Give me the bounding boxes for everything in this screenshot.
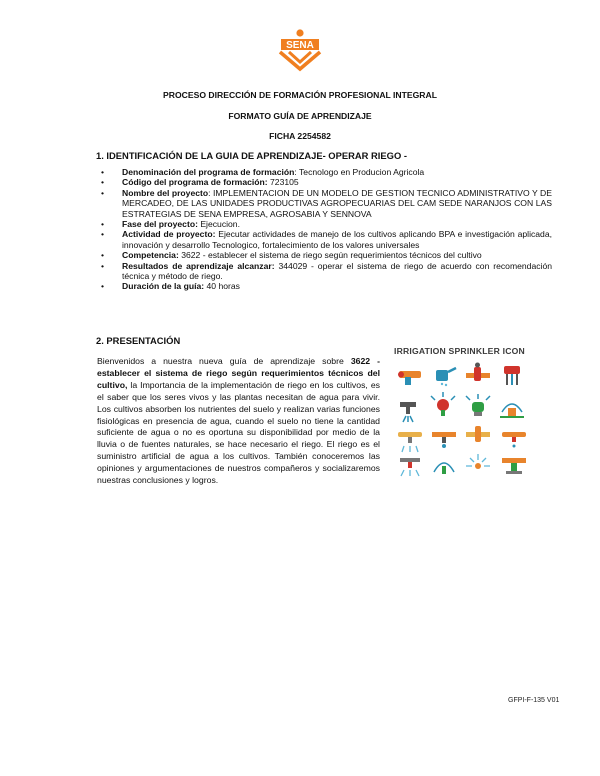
list-item (100, 177, 552, 187)
logo-text: SENA (286, 40, 314, 52)
list-item (100, 261, 552, 282)
header-process: PROCESO DIRECCIÓN DE FORMACIÓN PROFESIONAL INTEGRAL (163, 90, 437, 100)
header-format: FORMATO GUÍA DE APRENDIZAJE (228, 111, 372, 121)
item-label: Duración de la guía: (122, 281, 205, 292)
footer-code: GFPI-F-135 V01 (508, 697, 560, 704)
item-value: Ejecutar actividades de manejo de los cultivos aplicando BPA e investigación aplicada, innovación y desarrollo Tecnologico, fortalecimiento de los valores universales (122, 229, 553, 250)
list-item: • Denominación del programa de formación: Tecnologo en Producion Agricola (100, 167, 552, 177)
sprinkler-icons-grid (390, 340, 540, 490)
item-value: Ejecucion. (200, 219, 240, 230)
tap-icon (400, 402, 416, 422)
watering-can-icon (436, 368, 456, 386)
header-ficha: FICHA 2254582 (269, 131, 331, 141)
item-label: Nombre del proyecto (122, 187, 209, 198)
competence-highlight: 3622 - establecer el sistema de riego según requerimientos técnicos del cultivo, (97, 356, 381, 390)
section2-title: 2. PRESENTACIÓN (96, 335, 181, 346)
list-item (100, 229, 552, 250)
radial-sprinkler-icon (466, 454, 490, 469)
illustration-title: IRRIGATION SPRINKLER ICON (394, 346, 525, 356)
ceiling-sprinkler-icon (398, 432, 422, 452)
item-value: Tecnologo en Producion Agricola (299, 167, 425, 177)
rotor-sprinkler-icon (466, 394, 490, 416)
list-item: • Nombre del proyecto: IMPLEMENTACION DE UN MODELO DE GESTION TECNICO ADMINISTRATIVO Y DE MERCADEO, DE LAS UNIDADES PRODUCTIVAS AGROPECUARIAS DEL CAM SEDE NARANJOS CON LAS ESTRATEGIAS DE SENA EMPRESA, AGROSABIA Y SENNOVA (100, 188, 552, 219)
list-item (100, 250, 552, 260)
pipe-valve-icon (466, 363, 490, 382)
list-item (100, 281, 552, 291)
item-value: 3622 - establecer el sistema de riego según requerimientos técnicos del cultivo (181, 250, 482, 261)
pipe-junction-icon (466, 426, 490, 442)
spray-nozzle-icon (431, 392, 455, 416)
pipe-sprinkler-icon (432, 432, 456, 448)
item-label: Competencia: (122, 250, 179, 261)
section1-title: 1. IDENTIFICACIÓN DE LA GUIA DE APRENDIZAJE- OPERAR RIEGO - (96, 150, 407, 161)
item-label: Fase del proyecto: (122, 219, 198, 230)
hose-nozzle-icon (398, 371, 421, 385)
mist-sprinkler-icon (400, 458, 420, 476)
pop-up-sprinkler-icon (502, 458, 526, 474)
sena-logo (277, 28, 323, 72)
item-value: 723105 (270, 177, 299, 188)
identification-list (100, 167, 552, 292)
irrigation-sprinkler-illustration (390, 340, 540, 490)
umbrella-spray-icon (434, 463, 454, 474)
item-label: Código del programa de formación: (122, 177, 268, 188)
item-label: Resultados de aprendizaje alcanzar: (122, 260, 275, 271)
item-label: Denominación del programa de formación (122, 167, 295, 177)
drip-line-icon (502, 432, 526, 448)
list-item (100, 219, 552, 229)
item-value: 344029 - operar el sistema de riego de acuerdo con recomendación técnica y método de riego. (122, 260, 553, 282)
presentation-paragraph: Bienvenidos a nuestra nueva guía de aprendizaje sobre 3622 - establecer el sistema de riego según requerimientos técnicos del cultivo, la Importancia de la implementación de riego en los cultivos, es el saber que los seres vivos y las plantas necesitan de agua para vivir. Los cultivos absorben los nutrientes del suelo y realizan varias funciones fisiológicas en presencia de agua, cuando el suelo no tiene la cantidad suficiente de agua o no es oportuna su disponibilidad por medio de la lluvia o de fuentes naturales, se hace necesario el riego. El riego es el suministro artificial de agua a los cultivos. También conoceremos las opiniones y argumentaciones de nuestros compañeros y socializaremos nuestras conclusiones y logros. (97, 356, 381, 486)
ground-sprinkler-icon (500, 404, 524, 418)
item-value: IMPLEMENTACION DE UN MODELO DE GESTION TECNICO ADMINISTRATIVO Y DE MERCADEO, DE LAS UNIDADES PRODUCTIVAS AGROPECUARIAS DEL CAM SEDE NARANJOS CON LAS ESTRATEGIAS DE SENA EMPRESA, AGROSABIA Y SENNOVA (122, 187, 552, 219)
water-tower-icon (504, 366, 520, 385)
item-label: Actividad de proyecto: (122, 229, 216, 240)
item-value: 40 horas (206, 281, 240, 292)
